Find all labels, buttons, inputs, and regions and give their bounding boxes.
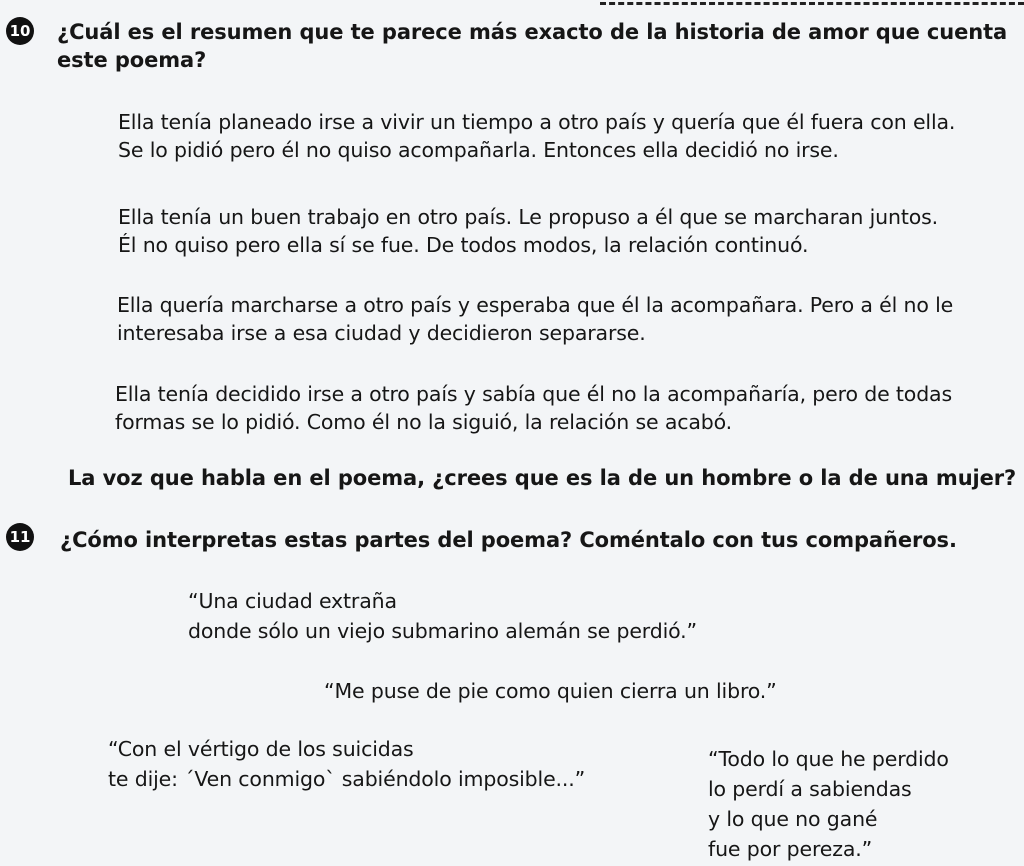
poem-quote-2-line-1: “Me puse de pie como quien cierra un libro.” bbox=[324, 679, 777, 703]
poem-quote-3-line-2: te dije: ´Ven conmigo` sabiéndolo imposible...” bbox=[108, 767, 586, 791]
poem-quote-4-line-2: lo perdí a sabiendas bbox=[708, 777, 912, 801]
answer-option-3 bbox=[117, 291, 953, 347]
poem-quote-4 bbox=[708, 744, 949, 864]
poem-quote-1 bbox=[188, 586, 697, 646]
poem-quote-3 bbox=[108, 734, 585, 794]
poem-quote-3-line-1: “Con el vértigo de los suicidas bbox=[108, 737, 414, 761]
question-10-number-badge: 10 bbox=[6, 17, 34, 45]
poem-quote-4-line-4: fue por pereza.” bbox=[708, 837, 873, 861]
answer-option-3-line-2: interesaba irse a esa ciudad y decidieron separarse. bbox=[117, 321, 646, 345]
poem-quote-1-line-2: donde sólo un viejo submarino alemán se perdió.” bbox=[188, 619, 697, 643]
question-10-prompt-line-1: ¿Cuál es el resumen que te parece más exacto de la historia de amor que cuenta bbox=[57, 20, 1008, 44]
dashed-cut-line bbox=[600, 2, 1024, 5]
question-10-prompt-line-2: este poema? bbox=[57, 48, 207, 72]
poem-quote-4-line-1: “Todo lo que he perdido bbox=[708, 747, 949, 771]
answer-option-2-line-2: Él no quiso pero ella sí se fue. De todos modos, la relación continuó. bbox=[118, 233, 809, 257]
answer-option-2 bbox=[118, 203, 938, 259]
answer-option-4-line-2: formas se lo pidió. Como él no la siguió, la relación se acabó. bbox=[115, 410, 733, 434]
poem-quote-4-line-3: y lo que no gané bbox=[708, 807, 878, 831]
question-11-number-badge: 11 bbox=[6, 523, 34, 551]
answer-option-1-line-1: Ella tenía planeado irse a vivir un tiempo a otro país y quería que él fuera con ella. bbox=[118, 110, 956, 134]
answer-option-1 bbox=[118, 108, 955, 164]
question-11-prompt: ¿Cómo interpretas estas partes del poema? Coméntalo con tus compañeros. bbox=[60, 528, 957, 552]
answer-option-2-line-1: Ella tenía un buen trabajo en otro país. Le propuso a él que se marcharan juntos. bbox=[118, 205, 939, 229]
answer-option-1-line-2: Se lo pidió pero él no quiso acompañarla. Entonces ella decidió no irse. bbox=[118, 138, 839, 162]
question-10-followup: La voz que habla en el poema, ¿crees que es la de un hombre o la de una mujer? bbox=[68, 466, 1017, 490]
answer-option-4-line-1: Ella tenía decidido irse a otro país y sabía que él no la acompañaría, pero de todas bbox=[115, 382, 952, 406]
poem-quote-2 bbox=[324, 676, 777, 706]
question-10-prompt bbox=[57, 18, 1017, 74]
answer-option-3-line-1: Ella quería marcharse a otro país y esperaba que él la acompañara. Pero a él no le bbox=[117, 293, 954, 317]
answer-option-4 bbox=[115, 380, 952, 436]
poem-quote-1-line-1: “Una ciudad extraña bbox=[188, 589, 397, 613]
